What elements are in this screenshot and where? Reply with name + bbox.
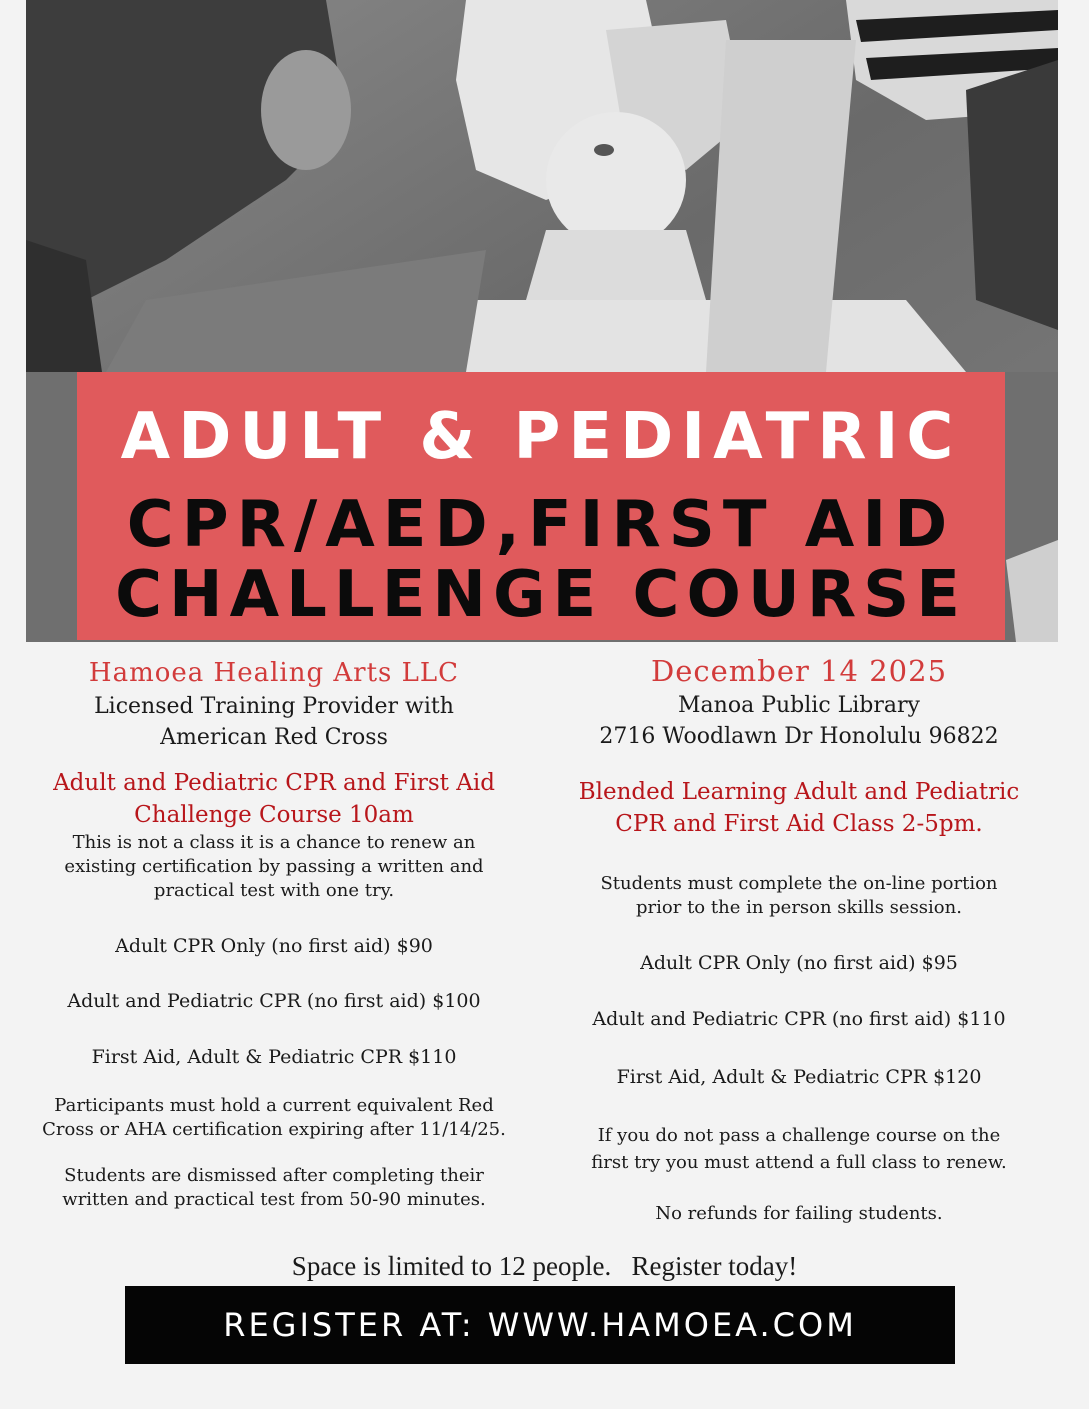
blended-course-title-1: Blended Learning Adult and Pediatric: [578, 779, 1020, 805]
banner-title-line1: ADULT & PEDIATRIC: [120, 400, 962, 474]
banner-title-line2: CPR/AED,FIRST AID: [126, 488, 956, 562]
provider-line-2: American Red Cross: [160, 725, 388, 750]
title-banner: [77, 372, 1005, 640]
event-date: December 14 2025: [650, 654, 948, 688]
challenge-note-2b: written and practical test from 50-90 minutes.: [62, 1189, 486, 1210]
venue-name: Manoa Public Library: [678, 693, 920, 718]
blended-note-1b: first try you must attend a full class to renew.: [591, 1152, 1007, 1173]
space-limited-text: Space is limited to 12 people. Register today!: [291, 1251, 798, 1281]
provider-line-1: Licensed Training Provider with: [94, 694, 454, 719]
challenge-price-2: Adult and Pediatric CPR (no first aid) $100: [67, 990, 481, 1012]
blended-desc-2: prior to the in person skills session.: [636, 897, 962, 918]
challenge-note-1b: Cross or AHA certification expiring after 11/14/25.: [42, 1119, 506, 1140]
challenge-desc-3: practical test with one try.: [153, 880, 395, 901]
challenge-price-3: First Aid, Adult & Pediatric CPR $110: [91, 1046, 457, 1068]
blended-course-title-2: CPR and First Aid Class 2-5pm.: [615, 811, 983, 837]
blended-note-1a: If you do not pass a challenge course on the: [597, 1125, 1001, 1146]
blended-price-2: Adult and Pediatric CPR (no first aid) $110: [592, 1008, 1006, 1030]
challenge-desc-1: This is not a class it is a chance to renew an: [72, 832, 476, 853]
blended-price-3: First Aid, Adult & Pediatric CPR $120: [616, 1066, 982, 1088]
blended-desc-1: Students must complete the on-line portion: [600, 873, 998, 894]
challenge-course-title-1: Adult and Pediatric CPR and First Aid: [53, 770, 495, 796]
challenge-desc-2: existing certification by passing a written and: [64, 856, 484, 877]
venue-address: 2716 Woodlawn Dr Honolulu 96822: [599, 724, 999, 749]
challenge-price-1: Adult CPR Only (no first aid) $90: [115, 935, 433, 957]
org-name: Hamoea Healing Arts LLC: [88, 658, 460, 688]
banner-title-line3: CHALLENGE COURSE: [115, 558, 967, 632]
register-link-banner[interactable]: REGISTER AT: WWW.HAMOEA.COM: [125, 1286, 955, 1364]
left-column: [20, 655, 528, 1212]
blended-price-1: Adult CPR Only (no first aid) $95: [640, 952, 958, 974]
challenge-note-1a: Participants must hold a current equivalent Red: [54, 1095, 494, 1116]
challenge-course-title-2: Challenge Course 10am: [134, 802, 414, 828]
challenge-note-2a: Students are dismissed after completing their: [64, 1165, 484, 1186]
right-column: [552, 652, 1046, 1226]
blended-note-2: No refunds for failing students.: [655, 1203, 943, 1224]
